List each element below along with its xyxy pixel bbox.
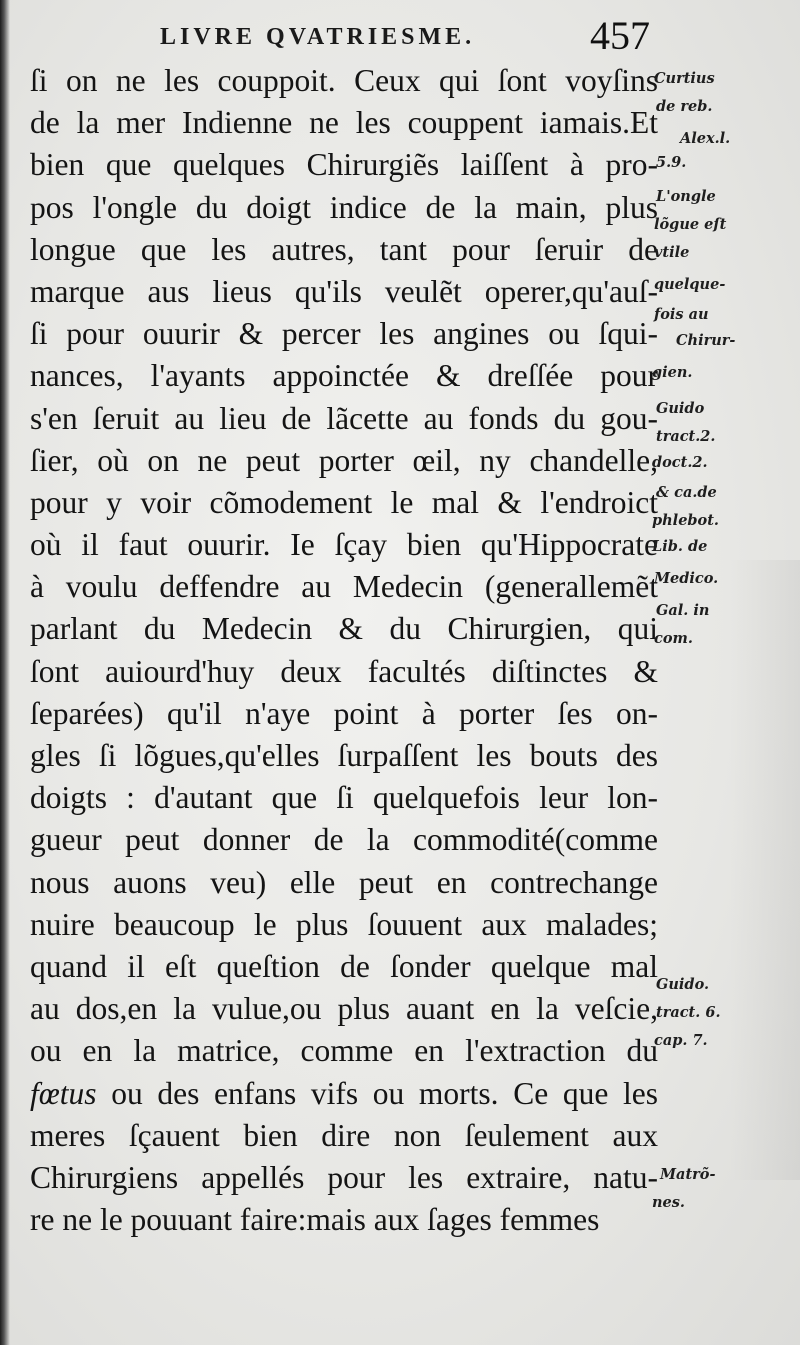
text-line-rest: ou des enfans vifs ou morts. Ce que les: [96, 1075, 658, 1111]
margin-note: Lib. de: [652, 538, 708, 555]
text-line: pour y voir cõmodement le mal & l'endroict: [30, 484, 658, 520]
margin-note: phlebot.: [652, 512, 719, 529]
margin-note: tract.2.: [656, 428, 716, 445]
text-line: Chirurgiens appellés pour les extraire, natu-: [30, 1159, 658, 1195]
margin-note: cap. 7.: [654, 1032, 708, 1049]
margin-note: Curtius: [654, 70, 715, 87]
margin-note: com.: [654, 630, 693, 647]
margin-note: Matrõ-: [660, 1166, 716, 1183]
text-line: ſont auiourd'huy deux facultés diſtinctes &: [30, 653, 658, 689]
margin-note: Medico.: [654, 570, 719, 587]
text-line: nances, l'ayants appoinctée & dreſſée pour: [30, 358, 658, 394]
text-line: [30, 1073, 658, 1115]
margin-note: L'ongle: [656, 188, 716, 205]
margin-note: gien.: [652, 364, 693, 381]
margin-note: quelque-: [654, 276, 726, 293]
text-line: à voulu deffendre au Medecin (generallemẽt: [30, 569, 658, 605]
text-line: gles ſi lõgues,qu'elles ſurpaſſent les bouts des: [30, 738, 658, 773]
text-line: pos l'ongle du doigt indice de la main, plus: [30, 189, 658, 225]
margin-note: nes.: [652, 1194, 685, 1211]
text-line: meres ſçauent bien dire non ſeulement aux: [30, 1117, 658, 1153]
margin-note: & ca.de: [656, 484, 717, 501]
margin-note: Guido: [656, 400, 705, 417]
text-line: s'en ſeruit au lieu de lãcette au fonds du gou-: [30, 400, 658, 436]
margin-note: fois au: [654, 306, 709, 323]
text-line: ſi on ne les couppoit. Ceux qui ſont voyſins: [30, 63, 658, 98]
text-line: quand il eſt queſtion de ſonder quelque mal: [30, 948, 658, 984]
margin-note: 5.9.: [656, 154, 687, 171]
text-line: ou en la matrice, comme en l'extraction du: [30, 1033, 658, 1069]
text-line: re ne le pouuant faire:mais aux ſages femmes: [30, 1202, 600, 1238]
text-line: ſier, où on ne peut porter œil, ny chandelle,: [30, 442, 658, 478]
text-line: gueur peut donner de la commodité(comme: [30, 822, 658, 858]
margin-note: Gal. in: [656, 602, 710, 619]
body-text: [30, 60, 658, 1241]
text-line: de la mer Indienne ne les couppent iamais.Et: [30, 105, 658, 141]
show-through-shadow: [730, 560, 800, 1180]
margin-note: Chirur-: [676, 332, 736, 349]
text-line: marque aus lieus qu'ils veulẽt operer,qu'auſ-: [30, 273, 658, 309]
text-line: au dos,en la vulue,ou plus auant en la veſcie,: [30, 991, 658, 1027]
margin-note: de reb.: [656, 98, 713, 115]
margin-note: Alex.l.: [680, 130, 731, 147]
italic-word-foetus: fœtus: [30, 1075, 97, 1111]
page-gutter-shadow: [0, 0, 10, 1345]
text-line: nuire beaucoup le plus ſouuent aux malades;: [30, 906, 658, 942]
margin-note: lõgue eſt: [654, 216, 727, 233]
margin-note: vtile: [654, 244, 690, 261]
text-line: ſi pour ouurir & percer les angines ou ſqui-: [30, 316, 658, 352]
text-line: ſeparées) qu'il n'aye point à porter ſes on-: [30, 695, 658, 731]
text-line: nous auons veu) elle peut en contrechange: [30, 864, 658, 900]
page-number: 457: [590, 13, 650, 58]
margin-note: Guido.: [656, 976, 710, 993]
text-line: où il faut ouurir. Ie ſçay bien qu'Hippocrate: [30, 527, 658, 563]
text-line: bien que quelques Chirurgiẽs laiſſent à pro-: [30, 147, 658, 183]
running-title: LIVRE QVATRIESME.: [160, 24, 476, 50]
margin-note: tract. 6.: [656, 1004, 721, 1021]
margin-note: doct.2.: [652, 454, 708, 471]
text-line: longue que les autres, tant pour ſeruir de: [30, 231, 658, 267]
text-line: parlant du Medecin & du Chirurgien, qui: [30, 611, 658, 647]
text-line: doigts : d'autant que ſi quelquefois leur lon-: [30, 780, 658, 816]
